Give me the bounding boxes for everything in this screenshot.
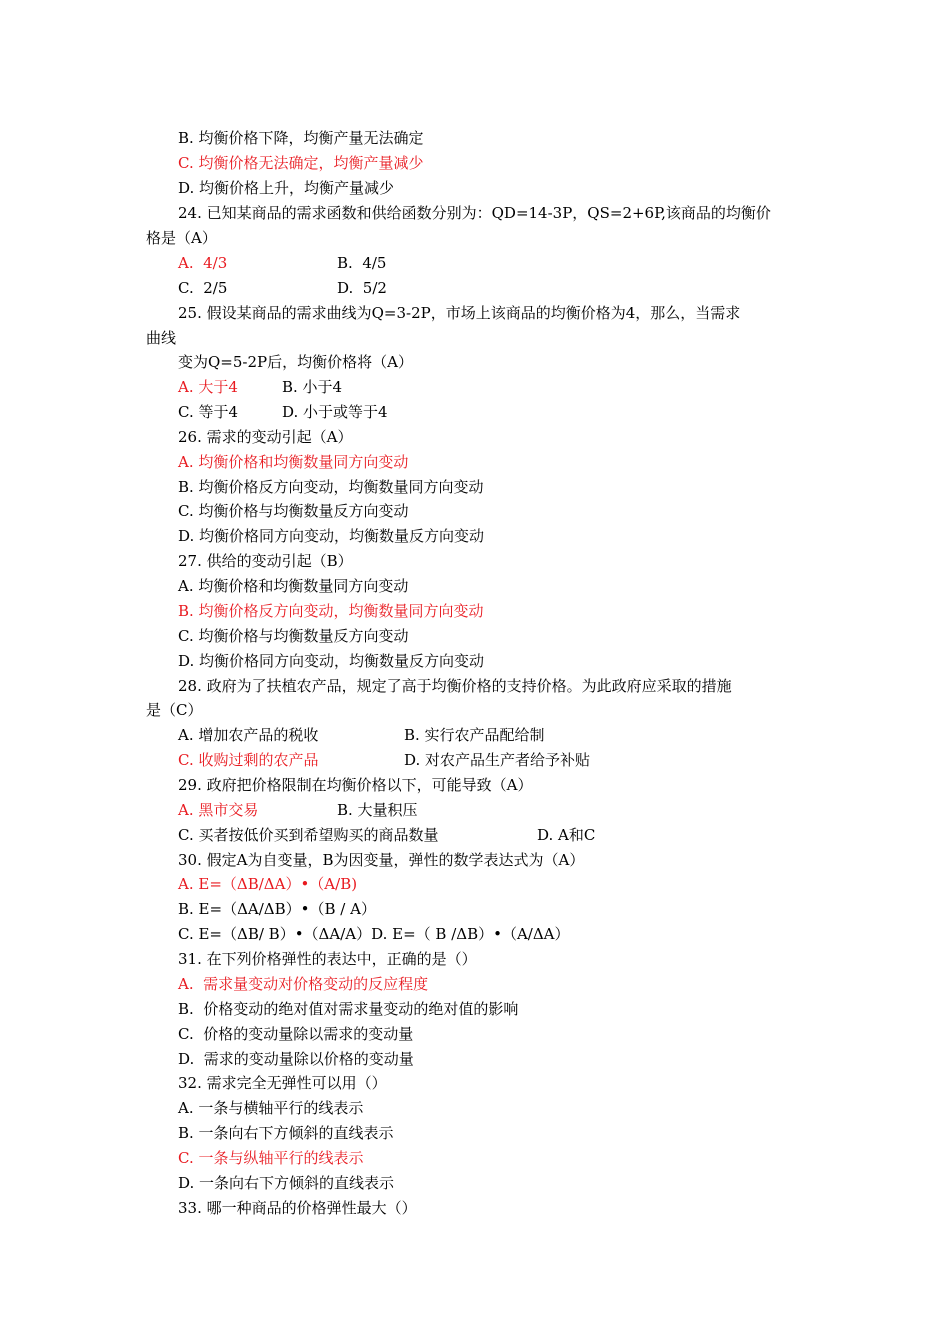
q31-option-b: B. 价格变动的绝对值对需求量变动的绝对值的影响 bbox=[178, 1000, 519, 1018]
q31-option-d: D. 需求的变动量除以价格的变动量 bbox=[178, 1050, 414, 1068]
q33-stem: 33. 哪一种商品的价格弹性最大（） bbox=[178, 1199, 417, 1217]
q25-option-d: D. 小于或等于4 bbox=[282, 403, 388, 421]
q27-option-a: A. 均衡价格和均衡数量同方向变动 bbox=[178, 577, 409, 595]
q25-stem-cont: 曲线 bbox=[146, 329, 177, 347]
q28-stem: 28. 政府为了扶植农产品，规定了高于均衡价格的支持价格。为此政府应采取的措施 bbox=[178, 677, 732, 695]
q23-option-d: D. 均衡价格上升，均衡产量减少 bbox=[178, 179, 395, 197]
q29-option-b: B. 大量积压 bbox=[337, 801, 418, 819]
q24-option-b: B. 4/5 bbox=[337, 254, 387, 272]
q30-stem: 30. 假定A为自变量，B为因变量，弹性的数学表达式为（A） bbox=[178, 851, 585, 869]
q25-option-c: C. 等于4 bbox=[178, 403, 239, 421]
q27-option-b-answer: B. 均衡价格反方向变动，均衡数量同方向变动 bbox=[178, 602, 484, 620]
q25-option-b: B. 小于4 bbox=[282, 378, 343, 396]
q23-option-c-answer: C. 均衡价格无法确定，均衡产量减少 bbox=[178, 154, 424, 172]
q29-option-d: D. A和C bbox=[537, 826, 596, 844]
q28-option-b: B. 实行农产品配给制 bbox=[404, 726, 545, 744]
q27-stem: 27. 供给的变动引起（B） bbox=[178, 552, 353, 570]
q30-option-a-answer: A. E=（ΔB/ΔA）•（A/B) bbox=[178, 875, 358, 893]
q32-option-c-answer: C. 一条与纵轴平行的线表示 bbox=[178, 1149, 364, 1167]
q31-stem: 31. 在下列价格弹性的表达中，正确的是（） bbox=[178, 950, 477, 968]
q25-stem: 25. 假设某商品的需求曲线为Q=3-2P，市场上该商品的均衡价格为4，那么，当需求 bbox=[178, 304, 741, 322]
q32-option-d: D. 一条向右下方倾斜的直线表示 bbox=[178, 1174, 395, 1192]
q32-option-b: B. 一条向右下方倾斜的直线表示 bbox=[178, 1124, 394, 1142]
q24-stem: 24. 已知某商品的需求函数和供给函数分别为：QD=14-3P，QS=2+6P,该商品的均衡价 bbox=[178, 204, 771, 222]
q26-option-a-answer: A. 均衡价格和均衡数量同方向变动 bbox=[178, 453, 409, 471]
q31-option-a-answer: A. 需求量变动对价格变动的反应程度 bbox=[178, 975, 429, 993]
q29-stem: 29. 政府把价格限制在均衡价格以下，可能导致（A） bbox=[178, 776, 533, 794]
q26-option-d: D. 均衡价格同方向变动，均衡数量反方向变动 bbox=[178, 527, 485, 545]
q23-option-b: B. 均衡价格下降，均衡产量无法确定 bbox=[178, 129, 424, 147]
q32-stem: 32. 需求完全无弹性可以用（） bbox=[178, 1074, 387, 1092]
q28-option-c-answer: C. 收购过剩的农产品 bbox=[178, 751, 319, 769]
q28-option-d: D. 对农产品生产者给予补贴 bbox=[404, 751, 591, 769]
q26-option-c: C. 均衡价格与均衡数量反方向变动 bbox=[178, 502, 409, 520]
q30-option-b: B. E=（ΔA/ΔB）•（B / A） bbox=[178, 900, 376, 918]
q27-option-c: C. 均衡价格与均衡数量反方向变动 bbox=[178, 627, 409, 645]
q29-option-c: C. 买者按低价买到希望购买的商品数量 bbox=[178, 826, 439, 844]
q28-stem-cont: 是（C） bbox=[146, 701, 203, 719]
q24-option-a-answer: A. 4/3 bbox=[178, 254, 228, 272]
q24-stem-cont: 格是（A） bbox=[146, 229, 217, 247]
q29-option-a-answer: A. 黑市交易 bbox=[178, 801, 259, 819]
q30-option-c-d: C. E=（ΔB/ B）•（ΔA/A）D. E=（ B /ΔB）•（A/ΔA） bbox=[178, 925, 570, 943]
q28-option-a: A. 增加农产品的税收 bbox=[178, 726, 319, 744]
q25-stem-cont2: 变为Q=5-2P后，均衡价格将（A） bbox=[178, 353, 413, 371]
q26-stem: 26. 需求的变动引起（A） bbox=[178, 428, 353, 446]
q27-option-d: D. 均衡价格同方向变动，均衡数量反方向变动 bbox=[178, 652, 485, 670]
q25-option-a-answer: A. 大于4 bbox=[178, 378, 238, 396]
q24-option-c: C. 2/5 bbox=[178, 279, 228, 297]
q26-option-b: B. 均衡价格反方向变动，均衡数量同方向变动 bbox=[178, 478, 484, 496]
q32-option-a: A. 一条与横轴平行的线表示 bbox=[178, 1099, 364, 1117]
q31-option-c: C. 价格的变动量除以需求的变动量 bbox=[178, 1025, 414, 1043]
q24-option-d: D. 5/2 bbox=[337, 279, 387, 297]
